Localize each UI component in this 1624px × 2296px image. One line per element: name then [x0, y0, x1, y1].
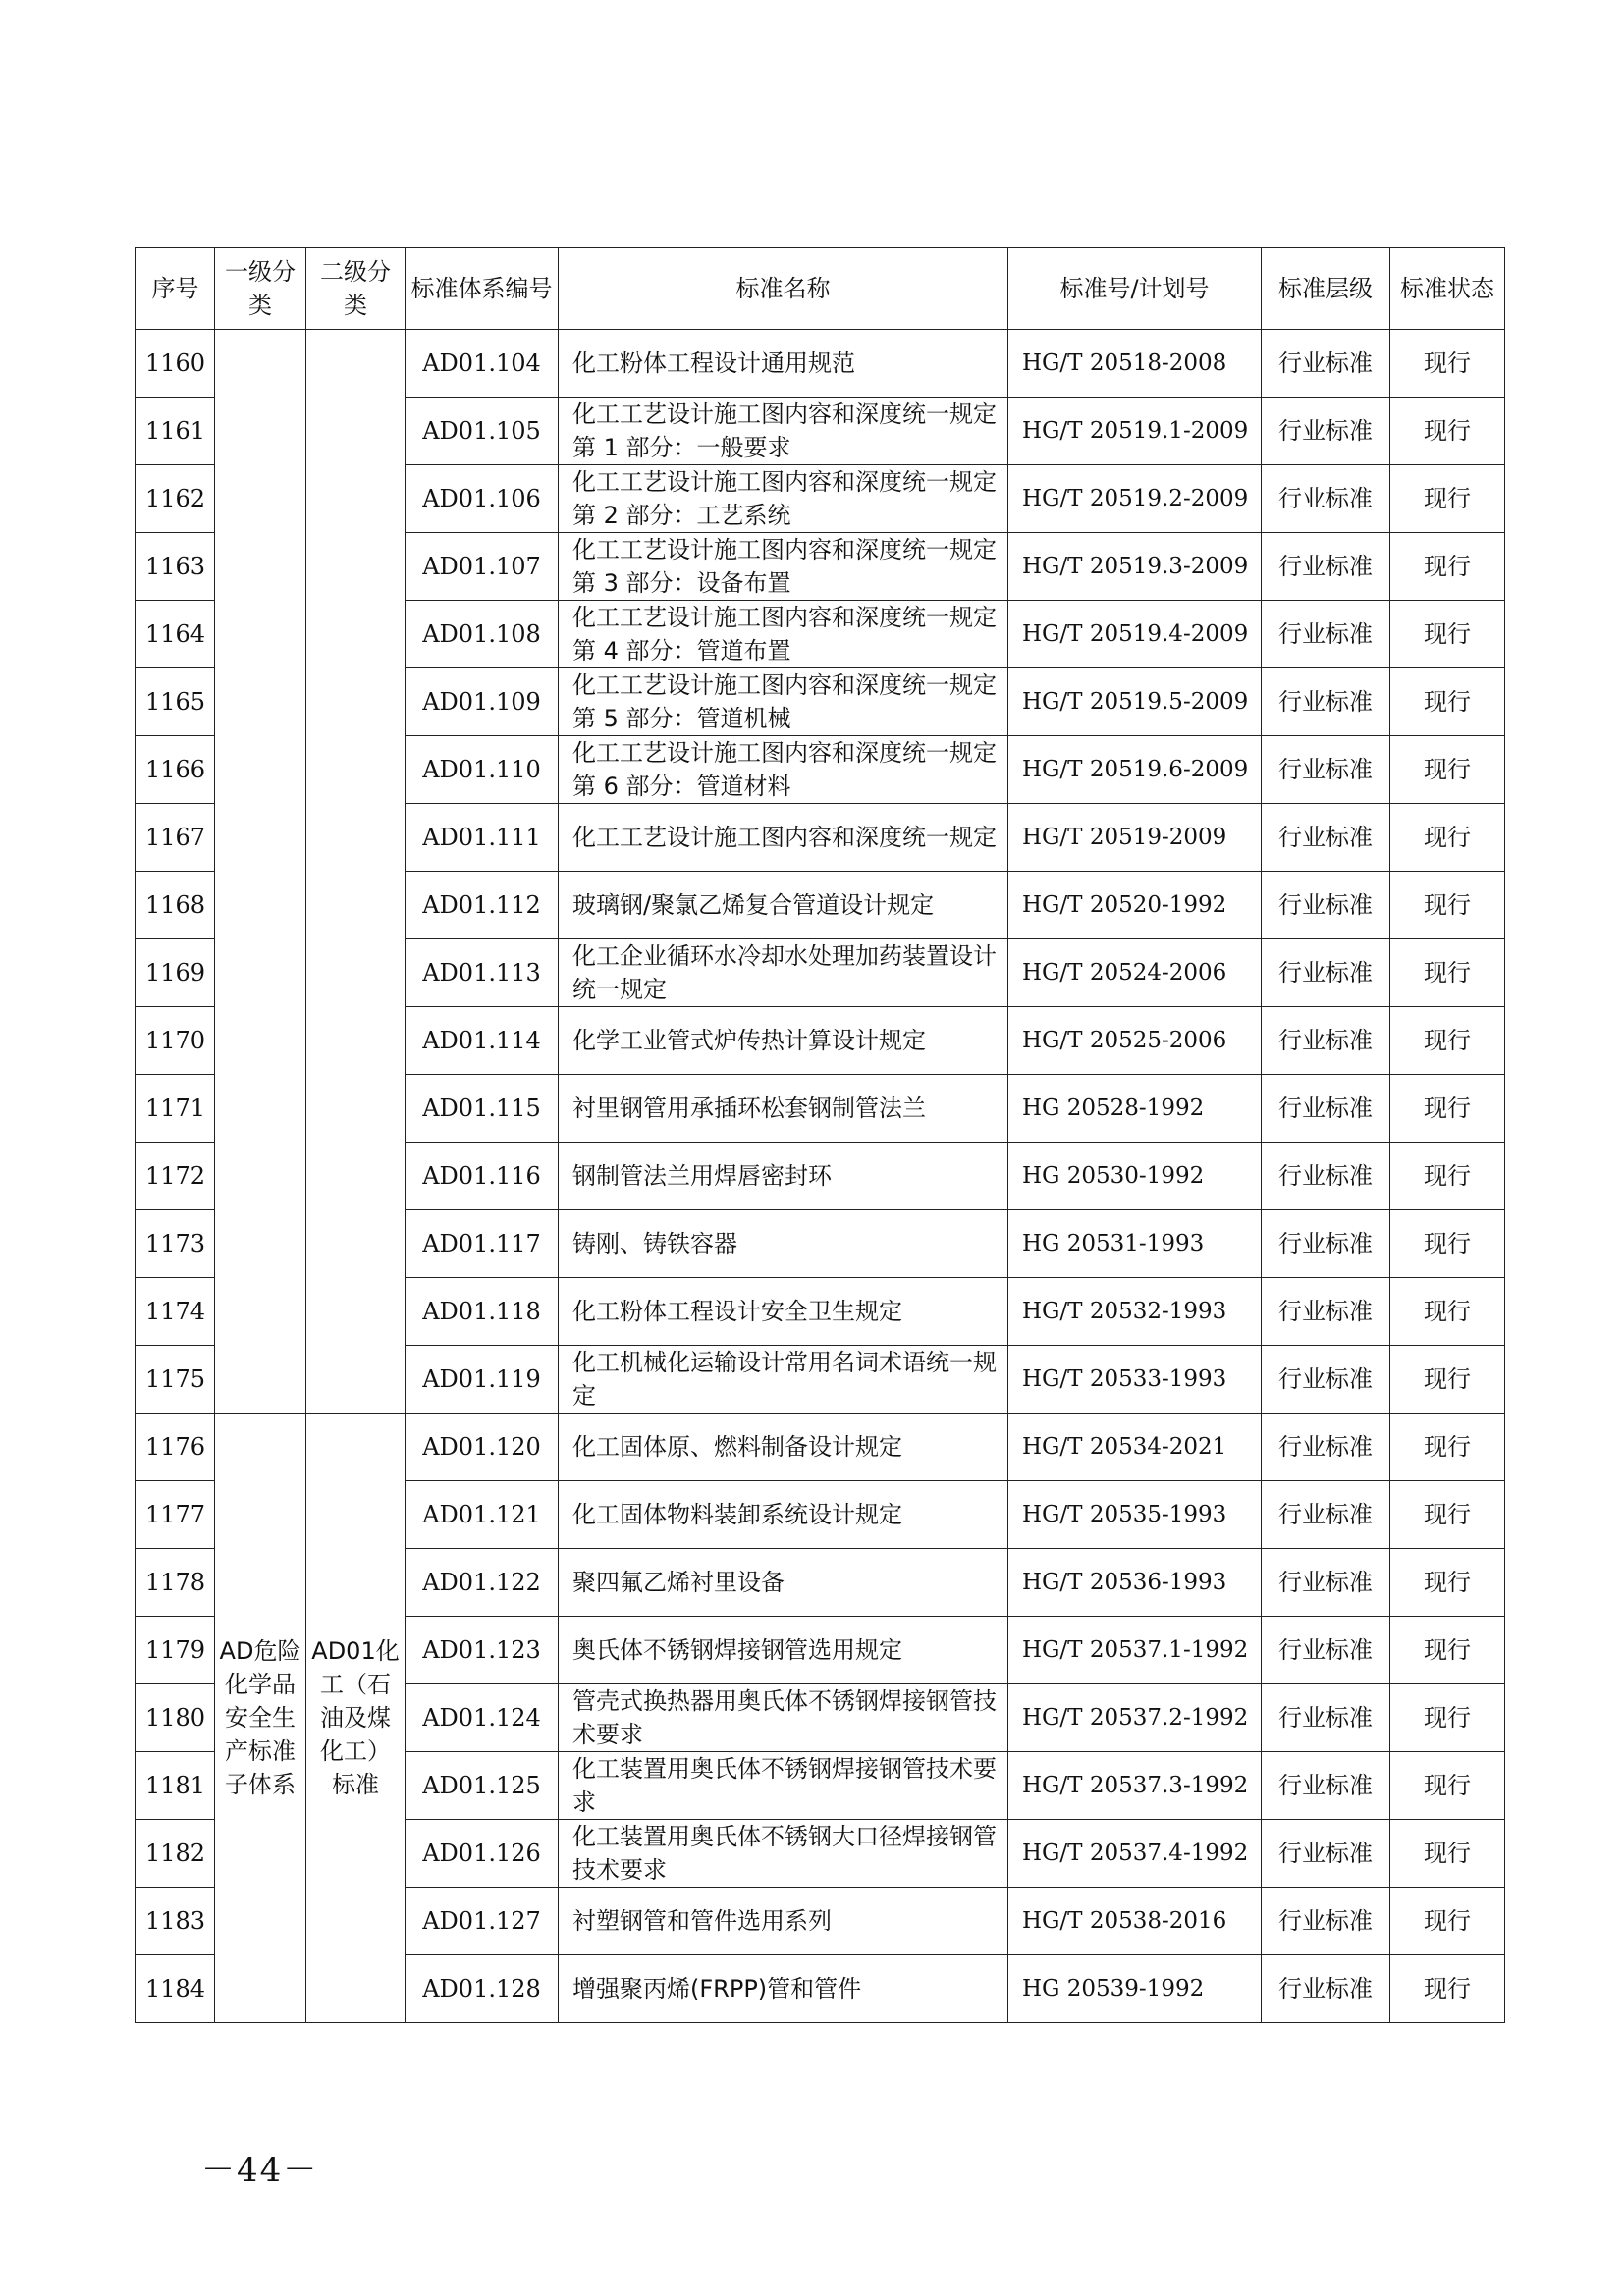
name-cell: 化工工艺设计施工图内容和深度统一规定 第 4 部分：管道布置	[559, 601, 1008, 668]
code-cell: AD01.119	[406, 1346, 559, 1414]
status-cell: 现行	[1390, 1888, 1505, 1955]
code-cell: AD01.128	[406, 1955, 559, 2023]
tier-cell: 行业标准	[1262, 533, 1390, 601]
level1-cell: AD危险化学品安全生产标准子体系	[215, 1414, 306, 2023]
tier-cell: 行业标准	[1262, 1752, 1390, 1820]
seq-cell: 1161	[136, 398, 215, 465]
seq-cell: 1167	[136, 804, 215, 872]
tier-cell: 行业标准	[1262, 465, 1390, 533]
number-cell: HG/T 20533-1993	[1008, 1346, 1262, 1414]
number-cell: HG/T 20519.4-2009	[1008, 601, 1262, 668]
header-code: 标准体系编号	[406, 248, 559, 330]
code-cell: AD01.127	[406, 1888, 559, 1955]
name-cell: 化工装置用奥氏体不锈钢大口径焊接钢管技术要求	[559, 1820, 1008, 1888]
seq-cell: 1175	[136, 1346, 215, 1414]
tier-cell: 行业标准	[1262, 398, 1390, 465]
status-cell: 现行	[1390, 1820, 1505, 1888]
header-tier: 标准层级	[1262, 248, 1390, 330]
level2-cell: AD01化工（石油及煤化工）标准	[306, 1414, 406, 2023]
name-cell: 化工工艺设计施工图内容和深度统一规定 第 6 部分：管道材料	[559, 736, 1008, 804]
tier-cell: 行业标准	[1262, 1075, 1390, 1143]
status-cell: 现行	[1390, 1278, 1505, 1346]
name-cell: 化工粉体工程设计安全卫生规定	[559, 1278, 1008, 1346]
status-cell: 现行	[1390, 1143, 1505, 1210]
status-cell: 现行	[1390, 1414, 1505, 1481]
name-cell: 衬塑钢管和管件选用系列	[559, 1888, 1008, 1955]
code-cell: AD01.122	[406, 1549, 559, 1617]
code-cell: AD01.105	[406, 398, 559, 465]
tier-cell: 行业标准	[1262, 872, 1390, 939]
number-cell: HG 20528-1992	[1008, 1075, 1262, 1143]
level1-cell	[215, 330, 306, 1414]
number-cell: HG/T 20519.3-2009	[1008, 533, 1262, 601]
standards-table	[135, 247, 1505, 2023]
status-cell: 现行	[1390, 1617, 1505, 1684]
seq-cell: 1165	[136, 668, 215, 736]
seq-cell: 1180	[136, 1684, 215, 1752]
status-cell: 现行	[1390, 1684, 1505, 1752]
number-cell: HG/T 20537.2-1992	[1008, 1684, 1262, 1752]
code-cell: AD01.115	[406, 1075, 559, 1143]
status-cell: 现行	[1390, 1346, 1505, 1414]
status-cell: 现行	[1390, 533, 1505, 601]
tier-cell: 行业标准	[1262, 1143, 1390, 1210]
code-cell: AD01.120	[406, 1414, 559, 1481]
status-cell: 现行	[1390, 1549, 1505, 1617]
header-seq: 序号	[136, 248, 215, 330]
name-cell: 化工工艺设计施工图内容和深度统一规定 第 3 部分：设备布置	[559, 533, 1008, 601]
code-cell: AD01.121	[406, 1481, 559, 1549]
code-cell: AD01.123	[406, 1617, 559, 1684]
status-cell: 现行	[1390, 1955, 1505, 2023]
number-cell: HG/T 20519-2009	[1008, 804, 1262, 872]
seq-cell: 1183	[136, 1888, 215, 1955]
code-cell: AD01.125	[406, 1752, 559, 1820]
status-cell: 现行	[1390, 1075, 1505, 1143]
name-cell: 化工工艺设计施工图内容和深度统一规定 第 2 部分：工艺系统	[559, 465, 1008, 533]
number-cell: HG/T 20519.1-2009	[1008, 398, 1262, 465]
tier-cell: 行业标准	[1262, 668, 1390, 736]
name-cell: 化工工艺设计施工图内容和深度统一规定	[559, 804, 1008, 872]
number-cell: HG/T 20537.3-1992	[1008, 1752, 1262, 1820]
seq-cell: 1178	[136, 1549, 215, 1617]
number-cell: HG 20531-1993	[1008, 1210, 1262, 1278]
status-cell: 现行	[1390, 736, 1505, 804]
status-cell: 现行	[1390, 1210, 1505, 1278]
name-cell: 奥氏体不锈钢焊接钢管选用规定	[559, 1617, 1008, 1684]
number-cell: HG/T 20518-2008	[1008, 330, 1262, 398]
seq-cell: 1176	[136, 1414, 215, 1481]
number-cell: HG/T 20536-1993	[1008, 1549, 1262, 1617]
status-cell: 现行	[1390, 872, 1505, 939]
seq-cell: 1160	[136, 330, 215, 398]
number-cell: HG 20539-1992	[1008, 1955, 1262, 2023]
seq-cell: 1169	[136, 939, 215, 1007]
status-cell: 现行	[1390, 804, 1505, 872]
status-cell: 现行	[1390, 1481, 1505, 1549]
number-cell: HG/T 20534-2021	[1008, 1414, 1262, 1481]
seq-cell: 1179	[136, 1617, 215, 1684]
tier-cell: 行业标准	[1262, 1955, 1390, 2023]
tier-cell: 行业标准	[1262, 1278, 1390, 1346]
number-cell: HG/T 20519.5-2009	[1008, 668, 1262, 736]
seq-cell: 1174	[136, 1278, 215, 1346]
tier-cell: 行业标准	[1262, 1888, 1390, 1955]
seq-cell: 1173	[136, 1210, 215, 1278]
tier-cell: 行业标准	[1262, 1007, 1390, 1075]
tier-cell: 行业标准	[1262, 736, 1390, 804]
name-cell: 管壳式换热器用奥氏体不锈钢焊接钢管技术要求	[559, 1684, 1008, 1752]
status-cell: 现行	[1390, 939, 1505, 1007]
status-cell: 现行	[1390, 330, 1505, 398]
seq-cell: 1162	[136, 465, 215, 533]
seq-cell: 1164	[136, 601, 215, 668]
name-cell: 化工粉体工程设计通用规范	[559, 330, 1008, 398]
number-cell: HG/T 20519.6-2009	[1008, 736, 1262, 804]
tier-cell: 行业标准	[1262, 1617, 1390, 1684]
name-cell: 玻璃钢/聚氯乙烯复合管道设计规定	[559, 872, 1008, 939]
header-row	[136, 248, 1505, 330]
seq-cell: 1177	[136, 1481, 215, 1549]
tier-cell: 行业标准	[1262, 330, 1390, 398]
status-cell: 现行	[1390, 465, 1505, 533]
header-name: 标准名称	[559, 248, 1008, 330]
tier-cell: 行业标准	[1262, 1481, 1390, 1549]
table-header	[136, 248, 1505, 330]
number-cell: HG/T 20537.1-1992	[1008, 1617, 1262, 1684]
tier-cell: 行业标准	[1262, 601, 1390, 668]
name-cell: 增强聚丙烯(FRPP)管和管件	[559, 1955, 1008, 2023]
name-cell: 聚四氟乙烯衬里设备	[559, 1549, 1008, 1617]
level2-cell	[306, 330, 406, 1414]
code-cell: AD01.111	[406, 804, 559, 872]
number-cell: HG/T 20524-2006	[1008, 939, 1262, 1007]
tier-cell: 行业标准	[1262, 1549, 1390, 1617]
number-cell: HG/T 20538-2016	[1008, 1888, 1262, 1955]
code-cell: AD01.107	[406, 533, 559, 601]
tier-cell: 行业标准	[1262, 1210, 1390, 1278]
seq-cell: 1171	[136, 1075, 215, 1143]
name-cell: 钢制管法兰用焊唇密封环	[559, 1143, 1008, 1210]
tier-cell: 行业标准	[1262, 1820, 1390, 1888]
name-cell: 化工工艺设计施工图内容和深度统一规定 第 1 部分：一般要求	[559, 398, 1008, 465]
table-body	[136, 330, 1505, 2023]
code-cell: AD01.118	[406, 1278, 559, 1346]
table-row	[136, 1414, 1505, 1481]
table-row	[136, 330, 1505, 398]
status-cell: 现行	[1390, 1752, 1505, 1820]
name-cell: 化工企业循环水冷却水处理加药装置设计统一规定	[559, 939, 1008, 1007]
header-status: 标准状态	[1390, 248, 1505, 330]
code-cell: AD01.109	[406, 668, 559, 736]
page-number: －44－	[201, 2151, 319, 2190]
header-level1: 一级分类	[215, 248, 306, 330]
tier-cell: 行业标准	[1262, 1346, 1390, 1414]
seq-cell: 1181	[136, 1752, 215, 1820]
seq-cell: 1166	[136, 736, 215, 804]
header-number: 标准号/计划号	[1008, 248, 1262, 330]
status-cell: 现行	[1390, 601, 1505, 668]
status-cell: 现行	[1390, 1007, 1505, 1075]
name-cell: 化学工业管式炉传热计算设计规定	[559, 1007, 1008, 1075]
code-cell: AD01.104	[406, 330, 559, 398]
name-cell: 化工工艺设计施工图内容和深度统一规定 第 5 部分：管道机械	[559, 668, 1008, 736]
code-cell: AD01.116	[406, 1143, 559, 1210]
code-cell: AD01.112	[406, 872, 559, 939]
number-cell: HG/T 20535-1993	[1008, 1481, 1262, 1549]
header-level2: 二级分类	[306, 248, 406, 330]
name-cell: 化工机械化运输设计常用名词术语统一规定	[559, 1346, 1008, 1414]
code-cell: AD01.117	[406, 1210, 559, 1278]
name-cell: 衬里钢管用承插环松套钢制管法兰	[559, 1075, 1008, 1143]
tier-cell: 行业标准	[1262, 1684, 1390, 1752]
tier-cell: 行业标准	[1262, 804, 1390, 872]
seq-cell: 1170	[136, 1007, 215, 1075]
number-cell: HG/T 20532-1993	[1008, 1278, 1262, 1346]
code-cell: AD01.110	[406, 736, 559, 804]
seq-cell: 1163	[136, 533, 215, 601]
number-cell: HG/T 20520-1992	[1008, 872, 1262, 939]
seq-cell: 1184	[136, 1955, 215, 2023]
number-cell: HG/T 20537.4-1992	[1008, 1820, 1262, 1888]
name-cell: 化工装置用奥氏体不锈钢焊接钢管技术要求	[559, 1752, 1008, 1820]
name-cell: 化工固体物料装卸系统设计规定	[559, 1481, 1008, 1549]
name-cell: 化工固体原、燃料制备设计规定	[559, 1414, 1008, 1481]
status-cell: 现行	[1390, 668, 1505, 736]
number-cell: HG 20530-1992	[1008, 1143, 1262, 1210]
code-cell: AD01.126	[406, 1820, 559, 1888]
code-cell: AD01.113	[406, 939, 559, 1007]
code-cell: AD01.106	[406, 465, 559, 533]
seq-cell: 1168	[136, 872, 215, 939]
tier-cell: 行业标准	[1262, 939, 1390, 1007]
number-cell: HG/T 20519.2-2009	[1008, 465, 1262, 533]
name-cell: 铸刚、铸铁容器	[559, 1210, 1008, 1278]
code-cell: AD01.114	[406, 1007, 559, 1075]
tier-cell: 行业标准	[1262, 1414, 1390, 1481]
code-cell: AD01.124	[406, 1684, 559, 1752]
status-cell: 现行	[1390, 398, 1505, 465]
seq-cell: 1182	[136, 1820, 215, 1888]
code-cell: AD01.108	[406, 601, 559, 668]
number-cell: HG/T 20525-2006	[1008, 1007, 1262, 1075]
seq-cell: 1172	[136, 1143, 215, 1210]
